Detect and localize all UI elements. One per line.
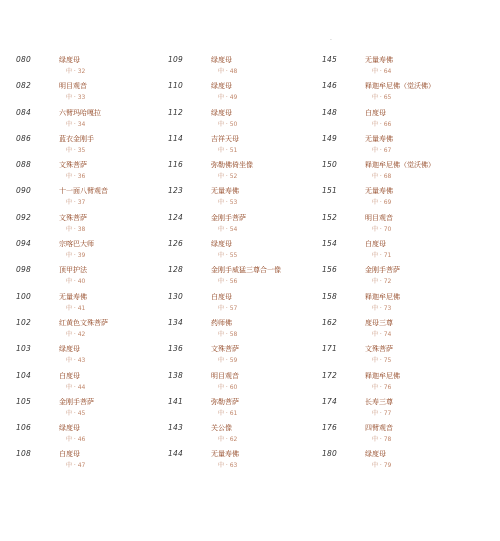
index-entry	[168, 185, 318, 211]
index-entry	[322, 264, 472, 290]
entry-title: 释迦牟尼佛（觉沃佛）	[365, 82, 435, 91]
entry-title: 弥勒菩萨	[211, 397, 239, 406]
index-column-1	[16, 54, 166, 475]
page-number: 146	[322, 81, 337, 91]
page-number: 174	[322, 396, 337, 406]
page-number: 143	[168, 423, 183, 433]
entry-reference: 中 · 39	[66, 252, 86, 260]
index-entry	[16, 448, 166, 474]
entry-title: 释迦牟尼佛（觉沃佛）	[365, 161, 435, 170]
entry-reference: 中 · 48	[218, 68, 238, 75]
entry-reference: 中 · 49	[218, 94, 238, 102]
page-number: 180	[322, 449, 337, 459]
index-entry	[322, 317, 472, 343]
page-number: 123	[168, 186, 183, 196]
index-entry	[322, 370, 472, 396]
entry-reference: 中 · 75	[372, 357, 392, 365]
page-number: 112	[168, 107, 183, 117]
entry-title: 蓝衣金刚手	[59, 134, 94, 143]
page-number: 172	[322, 370, 337, 380]
index-entry	[168, 107, 318, 133]
index-entry	[16, 370, 166, 396]
index-entry	[322, 291, 472, 317]
page-number: 144	[168, 449, 183, 459]
entry-reference: 中 · 69	[372, 199, 392, 207]
entry-title: 弥勒佛倚坐像	[211, 161, 253, 170]
index-entry	[168, 396, 318, 422]
entry-reference: 中 · 53	[218, 199, 238, 207]
entry-reference: 中 · 73	[372, 304, 392, 312]
page-number: 176	[322, 423, 337, 433]
index-entry	[322, 396, 472, 422]
entry-title: 度母三尊	[365, 318, 393, 327]
entry-reference: 中 · 33	[66, 94, 86, 102]
entry-reference: 中 · 63	[218, 462, 238, 470]
entry-title: 无量寿佛	[211, 187, 239, 196]
index-entry	[168, 80, 318, 106]
entry-title: 无量寿佛	[365, 187, 393, 196]
entry-title: 无量寿佛	[59, 292, 87, 301]
entry-reference: 中 · 40	[66, 278, 86, 286]
entry-reference: 中 · 72	[372, 278, 392, 286]
index-entry	[322, 80, 472, 106]
page-number: 154	[322, 239, 337, 249]
entry-title: 绿度母	[211, 56, 232, 64]
entry-title: 药师佛	[211, 318, 232, 327]
entry-reference: 中 · 42	[66, 330, 86, 338]
index-entry	[322, 133, 472, 159]
entry-reference: 中 · 47	[66, 462, 86, 470]
page-number: 086	[16, 133, 31, 143]
entry-title: 文殊菩萨	[59, 161, 87, 170]
entry-title: 十一面八臂观音	[59, 187, 108, 196]
entry-reference: 中 · 57	[218, 304, 238, 312]
entry-reference: 中 · 70	[372, 225, 392, 233]
entry-title: 绿度母	[211, 240, 232, 249]
entry-title: 白度母	[211, 292, 232, 301]
entry-title: 明目观音	[365, 213, 393, 222]
index-entry	[168, 448, 318, 474]
entry-reference: 中 · 52	[218, 173, 238, 181]
page-number: 136	[168, 344, 183, 354]
entry-reference: 中 · 78	[372, 436, 392, 444]
index-entry	[168, 212, 318, 238]
entry-title: 金刚手菩萨	[365, 266, 400, 275]
index-entry	[168, 422, 318, 448]
entry-title: 文殊菩萨	[59, 213, 87, 222]
entry-title: 长寿三尊	[365, 397, 393, 406]
page-number: 152	[322, 212, 337, 222]
entry-title: 文殊菩萨	[365, 345, 393, 354]
index-entry	[322, 54, 472, 80]
entry-title: 金刚手菩萨	[211, 213, 246, 222]
entry-title: 绿度母	[365, 450, 386, 459]
index-entry	[168, 343, 318, 369]
page-number: 141	[168, 396, 183, 406]
entry-reference: 中 · 44	[66, 383, 86, 391]
page-number: 090	[16, 186, 31, 196]
page-number: 105	[16, 396, 31, 406]
entry-title: 明目观音	[211, 371, 239, 380]
entry-reference: 中 · 65	[372, 94, 392, 102]
entry-reference: 中 · 79	[372, 462, 392, 470]
page-number: 148	[322, 107, 337, 117]
entry-reference: 中 · 45	[66, 409, 86, 417]
index-column-3	[322, 54, 472, 475]
page-number: 092	[16, 212, 31, 222]
page-number: 151	[322, 186, 337, 196]
entry-title: 明目观音	[59, 82, 87, 91]
page-number: 138	[168, 370, 183, 380]
entry-title: 红黄色文殊菩萨	[59, 318, 108, 327]
index-entry	[322, 422, 472, 448]
entry-reference: 中 · 35	[66, 146, 86, 154]
entry-reference: 中 · 43	[66, 357, 86, 365]
page-number: 103	[16, 344, 31, 354]
entry-reference: 中 · 66	[372, 120, 392, 128]
index-entry	[16, 185, 166, 211]
page-number: 088	[16, 160, 31, 170]
index-entry	[322, 212, 472, 238]
entry-title: 吉祥天母	[211, 134, 239, 143]
index-entry	[168, 370, 318, 396]
entry-reference: 中 · 55	[218, 252, 238, 260]
entry-reference: 中 · 46	[66, 436, 86, 444]
page-number: 109	[168, 55, 183, 64]
page-number: 124	[168, 212, 183, 222]
page-number: 128	[168, 265, 183, 275]
entry-reference: 中 · 38	[66, 225, 86, 233]
entry-title: 释迦牟尼佛	[365, 292, 400, 301]
page-number: 114	[168, 133, 183, 143]
page-number: 094	[16, 239, 31, 249]
entry-reference: 中 · 67	[372, 146, 392, 154]
entry-title: 金刚手菩萨	[59, 397, 94, 406]
index-entry	[322, 107, 472, 133]
index-entry	[322, 238, 472, 264]
entry-title: 绿度母	[59, 424, 80, 433]
page-number: 084	[16, 107, 31, 117]
entry-reference: 中 · 58	[218, 330, 238, 338]
page-number: 149	[322, 133, 337, 143]
index-entry	[168, 133, 318, 159]
index-entry	[16, 343, 166, 369]
entry-title: 顶甲护法	[59, 266, 87, 275]
page-number: 108	[16, 449, 31, 459]
index-entry	[322, 159, 472, 185]
page-number: 104	[16, 370, 31, 380]
page-number: 080	[16, 55, 31, 64]
entry-reference: 中 · 36	[66, 173, 86, 181]
entry-title: 绿度母	[59, 345, 80, 354]
entry-reference: 中 · 59	[218, 357, 238, 365]
entry-title: 无量寿佛	[365, 56, 393, 64]
page-number: 110	[168, 81, 183, 91]
entry-reference: 中 · 61	[218, 409, 238, 417]
entry-reference: 中 · 68	[372, 173, 392, 181]
entry-reference: 中 · 54	[218, 225, 238, 233]
entry-title: 关公像	[211, 424, 232, 433]
entry-title: 释迦牟尼佛	[365, 371, 400, 380]
entry-title: 白度母	[365, 108, 386, 117]
page-number: 116	[168, 160, 183, 170]
entry-title: 四臂观音	[365, 424, 393, 433]
page-number: 130	[168, 291, 183, 301]
page-number: 156	[322, 265, 337, 275]
index-entry	[168, 54, 318, 80]
entry-reference: 中 · 74	[372, 330, 392, 338]
entry-title: 无量寿佛	[365, 134, 393, 143]
entry-reference: 中 · 64	[372, 68, 392, 75]
index-entry	[16, 238, 166, 264]
entry-title: 白度母	[365, 240, 386, 249]
index-entry	[322, 448, 472, 474]
index-entry	[16, 159, 166, 185]
index-entry	[168, 317, 318, 343]
index-entry	[16, 264, 166, 290]
entry-reference: 中 · 37	[66, 199, 86, 207]
index-entry	[16, 291, 166, 317]
page-number: 102	[16, 317, 31, 327]
page-mark: ·	[330, 37, 332, 44]
index-entry	[16, 396, 166, 422]
page-number: 082	[16, 81, 31, 91]
index-entry	[16, 422, 166, 448]
entry-reference: 中 · 32	[66, 68, 86, 75]
page-number: 098	[16, 265, 31, 275]
index-entry	[168, 159, 318, 185]
entry-reference: 中 · 60	[218, 383, 238, 391]
entry-title: 绿度母	[211, 108, 232, 117]
entry-reference: 中 · 50	[218, 120, 238, 128]
entry-title: 无量寿佛	[211, 450, 239, 459]
index-entry	[322, 185, 472, 211]
page-number: 171	[322, 344, 337, 354]
page-number: 150	[322, 160, 337, 170]
entry-title: 白度母	[59, 450, 80, 459]
index-entry	[16, 133, 166, 159]
entry-title: 绿度母	[59, 56, 80, 64]
entry-reference: 中 · 34	[66, 120, 86, 128]
index-entry	[322, 343, 472, 369]
entry-reference: 中 · 71	[372, 252, 392, 260]
page-number: 134	[168, 317, 183, 327]
index-entry	[168, 264, 318, 290]
index-entry	[16, 317, 166, 343]
page-number: 162	[322, 317, 337, 327]
entry-reference: 中 · 62	[218, 436, 238, 444]
page-number: 100	[16, 291, 31, 301]
page-number: 126	[168, 239, 183, 249]
entry-reference: 中 · 77	[372, 409, 392, 417]
entry-reference: 中 · 51	[218, 146, 238, 154]
page-number: 158	[322, 291, 337, 301]
entry-reference: 中 · 76	[372, 383, 392, 391]
index-entry	[168, 238, 318, 264]
page-number: 106	[16, 423, 31, 433]
entry-title: 白度母	[59, 371, 80, 380]
index-entry	[168, 291, 318, 317]
index-column-2	[168, 54, 318, 475]
index-entry	[16, 54, 166, 80]
entry-title: 六臂玛哈嘎拉	[59, 108, 101, 117]
entry-title: 文殊菩萨	[211, 345, 239, 354]
entry-reference: 中 · 56	[218, 278, 238, 286]
index-entry	[16, 107, 166, 133]
entry-title: 金刚手威猛三尊合一像	[211, 266, 281, 275]
page-number: 145	[322, 55, 337, 64]
index-entry	[16, 212, 166, 238]
entry-reference: 中 · 41	[66, 304, 86, 312]
entry-title: 绿度母	[211, 82, 232, 91]
index-entry	[16, 80, 166, 106]
entry-title: 宗喀巴大师	[59, 240, 94, 249]
